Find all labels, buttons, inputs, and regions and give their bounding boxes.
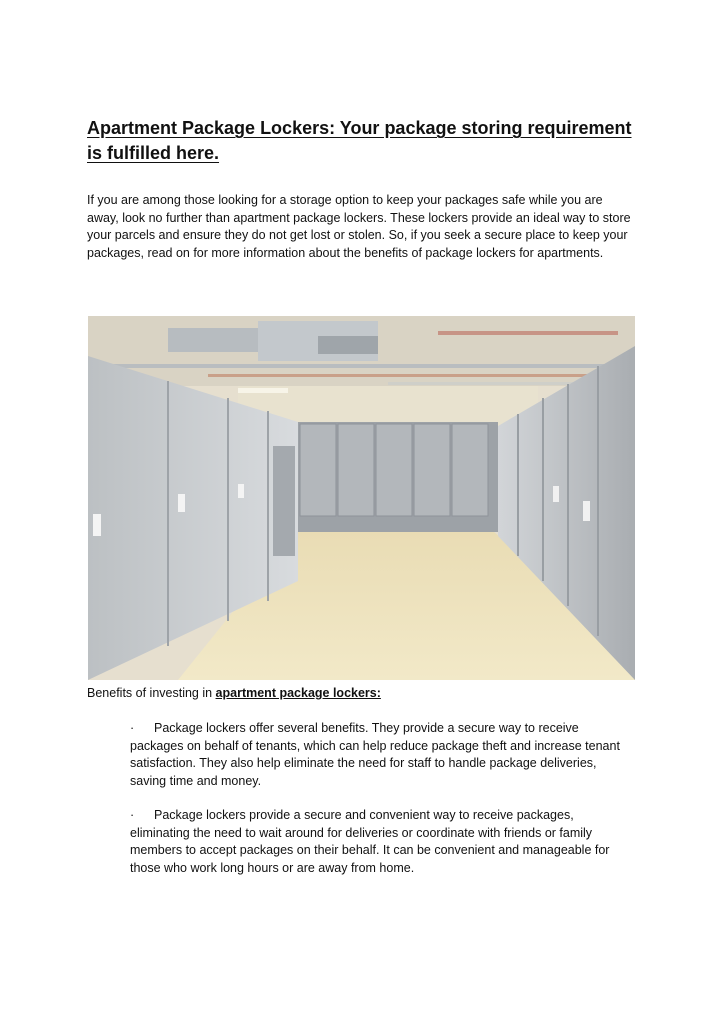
benefit-item xyxy=(130,720,625,790)
intro-paragraph: If you are among those looking for a storage option to keep your packages safe while you are away, look no further than apartment package lockers. These lockers provide an ideal way to store your parcels and ensure they do not get lost or stolen. So, if you seek a secure place to keep your packages, read on for more information about the benefits of package lockers for apartments. xyxy=(87,193,631,260)
apartment-package-lockers-link[interactable]: apartment package lockers: xyxy=(215,686,381,700)
benefits-heading xyxy=(87,685,635,702)
bullet-marker: · xyxy=(130,808,135,822)
page-title: Apartment Package Lockers: Your package storing requirement is fulfilled here. xyxy=(87,118,632,163)
locker-room-photo xyxy=(88,316,635,680)
benefit-text: Package lockers provide a secure and convenient way to receive packages, eliminating the need to wait around for deliveries or coordinate with friends or family members to accept packages on their behalf. It can be convenient and manageable for those who work long hours or are away from home. xyxy=(130,808,610,875)
benefit-text: Package lockers offer several benefits. They provide a secure way to receive packages on behalf of tenants, which can help reduce package theft and increase tenant satisfaction. They also help eliminate the need for staff to handle package deliveries, saving time and money. xyxy=(130,721,620,788)
bullet-marker: · xyxy=(130,721,135,735)
benefits-heading-text: Benefits of investing in xyxy=(87,686,216,700)
benefit-item xyxy=(130,807,625,877)
